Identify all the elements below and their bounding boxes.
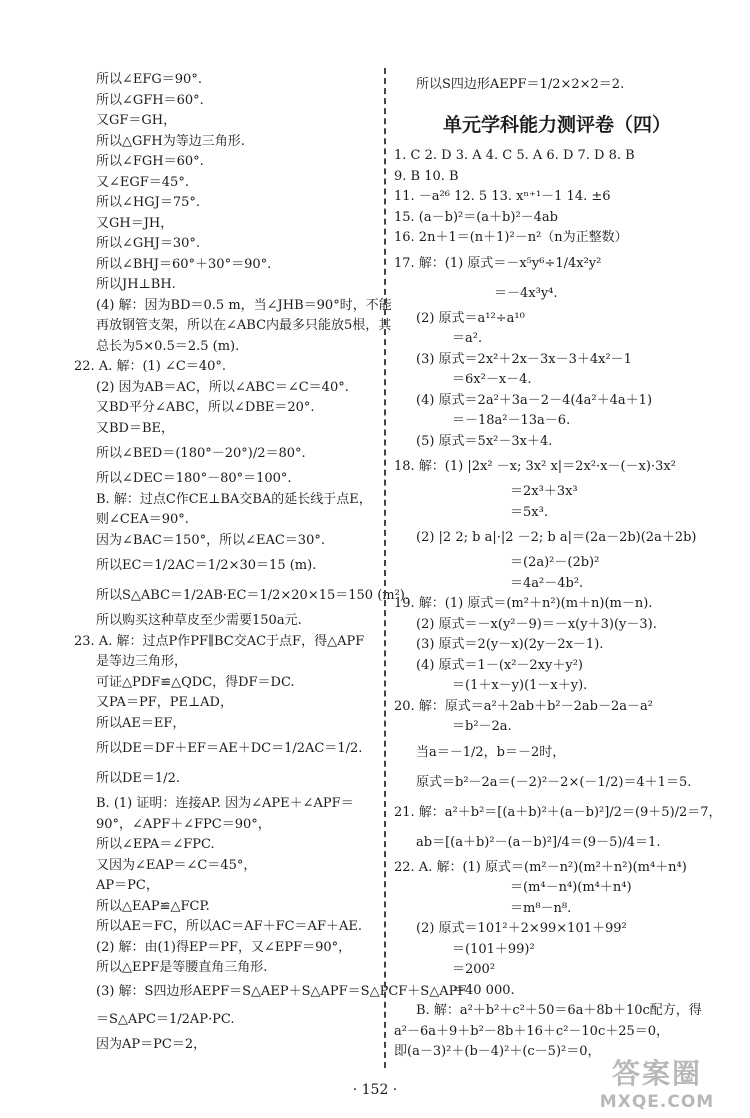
answer-line: 当a＝－1/2，b＝－2时，	[416, 744, 566, 760]
answer-line: 16. 2n＋1＝(n＋1)²－n²（n为正整数）	[394, 230, 628, 245]
answer-line: 又∠EGF＝45°.	[96, 174, 189, 190]
answer-line: 所以∠BHJ＝60°＋30°＝90°.	[96, 256, 272, 272]
answer-line: 22. A. 解：(1) 原式＝(m²－n²)(m²＋n²)(m⁴＋n⁴)	[394, 859, 687, 875]
answer-line: 21. 解：a²＋b²＝[(a＋b)²＋(a－b)²]/2＝(9＋5)/2＝7，	[394, 804, 722, 820]
answer-line: 是等边三角形，	[96, 654, 188, 669]
answer-line: 11. －a²⁶ 12. 5 13. xⁿ⁺¹－1 14. ±6	[394, 189, 611, 204]
answer-line: 20. 解：原式＝a²＋2ab＋b²－2ab－2a－a²	[394, 698, 653, 714]
answer-line: ＝6x²－x－4.	[452, 372, 532, 387]
answer-line: 所以JH⊥BH.	[96, 277, 176, 292]
answer-line: AP＝PC，	[96, 878, 159, 893]
answer-line: 所以∠HGJ＝75°.	[96, 195, 201, 210]
answer-line: ＝(1＋x－y)(1－x＋y).	[452, 678, 588, 693]
section-title: 单元学科能力测评卷（四）	[442, 114, 671, 136]
answer-line: B. (1) 证明：连接AP. 因为∠APE＋∠APF＝	[96, 796, 354, 811]
answer-line: ＝(m⁴－n⁴)(m⁴＋n⁴)	[510, 880, 632, 895]
answer-line: 所以∠BED＝(180°－20°)/2＝80°.	[96, 446, 306, 461]
answer-line: 所以DE＝DF＋EF＝AE＋DC＝1/2AC＝1/2.	[96, 741, 363, 756]
watermark-top: 答案圈	[611, 1057, 702, 1090]
answer-line: 再放钢管支架，所以在∠ABC内最多只能放5根，其	[96, 318, 392, 333]
page-number: · 152 ·	[352, 1082, 398, 1098]
answer-line: 9. B 10. B	[394, 168, 459, 184]
answer-line: 1. C 2. D 3. A 4. C 5. A 6. D 7. D 8. B	[394, 148, 635, 163]
answer-line: 又因为∠EAP＝∠C＝45°，	[96, 857, 257, 873]
watermark-bottom: MXQE.COM	[599, 1092, 715, 1112]
answer-line: ＝m⁸－n⁸.	[510, 900, 572, 916]
answer-line: ＝4a²－4b².	[510, 575, 584, 591]
answer-line: ＝200²	[452, 962, 496, 977]
answer-line: (4) 解：因为BD＝0.5 m，当∠JHB＝90°时，不能	[96, 297, 392, 313]
answer-line: 所以EC＝1/2AC＝1/2×30＝15 (m).	[96, 558, 317, 573]
right-column	[394, 70, 720, 1063]
answer-line: 90°，∠APF＋∠FPC＝90°，	[96, 816, 271, 832]
answer-line: (2) 因为AB＝AC，所以∠ABC＝∠C＝40°.	[96, 379, 349, 395]
answer-line: 所以购买这种草皮至少需要150a元.	[96, 613, 302, 628]
answer-line: (2) 解：由(1)得EP＝PF，又∠EPF＝90°，	[96, 939, 352, 955]
answer-line: (2) 原式＝101²＋2×99×101＋99²	[416, 921, 627, 936]
answer-line: 所以△GFH为等边三角形.	[96, 133, 245, 149]
answer-line: 15. (a－b)²＝(a＋b)²－4ab	[394, 209, 559, 225]
answer-line: 所以∠GHJ＝30°.	[96, 236, 201, 251]
answer-line: 原式＝b²－2a＝(－2)²－2×(－1/2)＝4＋1＝5.	[416, 774, 692, 790]
answer-line: (4) 原式＝2a²＋3a－2－4(4a²＋4a＋1)	[416, 392, 653, 408]
answer-line: a²－6a＋9＋b²－8b＋16＋c²－10c＋25＝0，	[394, 1023, 670, 1039]
answer-line: (5) 原式＝5x²－3x＋4.	[416, 433, 553, 449]
answer-line: 所以AE＝FC，所以AC＝AF＋FC＝AF＋AE.	[96, 919, 362, 934]
answer-line: 所以S△ABC＝1/2AB·EC＝1/2×20×15＝150 (m²).	[96, 588, 410, 603]
answer-line: (3) 原式＝2(y－x)(2y－2x－1).	[416, 637, 604, 652]
answer-line: 18. 解：(1) |2x² －x; 3x² x|＝2x²·x－(－x)·3x²	[394, 459, 676, 474]
answer-line: ＝－18a²－13a－6.	[452, 413, 571, 428]
answer-line: 又BD平分∠ABC，所以∠DBE＝20°.	[96, 400, 315, 415]
answer-line: ab＝[(a＋b)²－(a－b)²]/4＝(9－5)/4＝1.	[416, 834, 661, 850]
answer-line: (2) 原式＝a¹²÷a¹⁰	[416, 310, 525, 326]
right-top-line: 所以S四边形AEPF＝1/2×2×2＝2.	[416, 77, 625, 92]
answer-line: 19. 解：(1) 原式＝(m²＋n²)(m＋n)(m－n).	[394, 596, 653, 611]
answer-line: 可证△PDF≌△QDC，得DF＝DC.	[96, 674, 295, 690]
answer-line: 所以∠GFH＝60°.	[96, 92, 204, 108]
answer-line: 所以∠DEC＝180°－80°＝100°.	[96, 471, 292, 486]
answer-line: 所以∠FGH＝60°.	[96, 154, 204, 169]
answer-line: 所以∠EFG＝90°.	[96, 72, 202, 87]
answer-line: (3) 解：S四边形AEPF＝S△AEP＋S△APF＝S△PCF＋S△APF	[96, 983, 467, 999]
answer-line: B. 解：过点C作CE⊥BA交BA的延长线于点E，	[96, 491, 372, 507]
answer-line: 又PA＝PF，PE⊥AD，	[96, 695, 233, 710]
answer-line: 所以△EAP≌△FCP.	[96, 898, 210, 914]
answer-line: ＝a².	[452, 331, 483, 346]
answer-line: 所以DE＝1/2.	[96, 771, 180, 786]
answer-line: 因为∠BAC＝150°，所以∠EAC＝30°.	[96, 532, 325, 548]
answer-line: (2) |2 2; b a|·|2 －2; b a|＝(2a－2b)(2a＋2b)	[416, 530, 697, 545]
answer-line: B. 解：a²＋b²＋c²＋50＝6a＋8b＋10c配方，得	[416, 1003, 702, 1018]
answer-line: 所以∠EPA＝∠FPC.	[96, 837, 215, 852]
answer-line: 又GF＝GH，	[96, 113, 177, 128]
column-divider	[384, 68, 386, 1068]
answer-line: ＝5x³.	[510, 504, 548, 520]
answer-line: (3) 原式＝2x²＋2x－3x－3＋4x²－1	[416, 351, 632, 367]
answer-line: 即(a－3)²＋(b－4)²＋(c－5)²＝0，	[394, 1044, 601, 1059]
answer-line: ＝(2a)²－(2b)²	[510, 555, 600, 570]
answer-line: 22. A. 解：(1) ∠C＝40°.	[74, 359, 227, 374]
answer-line: 则∠CEA＝90°.	[96, 512, 189, 527]
answer-line: 因为AP＝PC＝2，	[96, 1036, 207, 1052]
answer-line: ＝(101＋99)²	[452, 941, 535, 957]
answer-line: 总长为5×0.5＝2.5 (m).	[96, 338, 240, 354]
answer-line: (4) 原式＝1－(x²－2xy＋y²)	[416, 657, 584, 673]
answer-line: 又BD＝BE，	[96, 420, 175, 436]
answer-line: ＝b²－2a.	[452, 719, 512, 734]
answer-line: (2) 原式＝－x(y²－9)＝－x(y＋3)(y－3).	[416, 616, 657, 632]
answer-line: 所以△EPF是等腰直角三角形.	[96, 960, 268, 975]
answer-line: ＝S△APC＝1/2AP·PC.	[96, 1011, 235, 1027]
answer-line: 所以AE＝EF，	[96, 715, 186, 731]
answer-line: 又GH＝JH，	[96, 215, 174, 231]
right-answers	[394, 146, 720, 1063]
answer-line: ＝－4x³y⁴.	[494, 285, 558, 301]
answer-line: ＝40 000.	[452, 982, 515, 998]
answer-line: ＝2x³＋3x³	[510, 484, 578, 499]
answer-line: 17. 解：(1) 原式＝－x⁵y⁶÷1/4x²y²	[394, 255, 602, 271]
answer-line: 23. A. 解：过点P作PF∥BC交AC于点F，得△APF	[74, 633, 365, 649]
watermark-logo	[582, 1052, 732, 1114]
